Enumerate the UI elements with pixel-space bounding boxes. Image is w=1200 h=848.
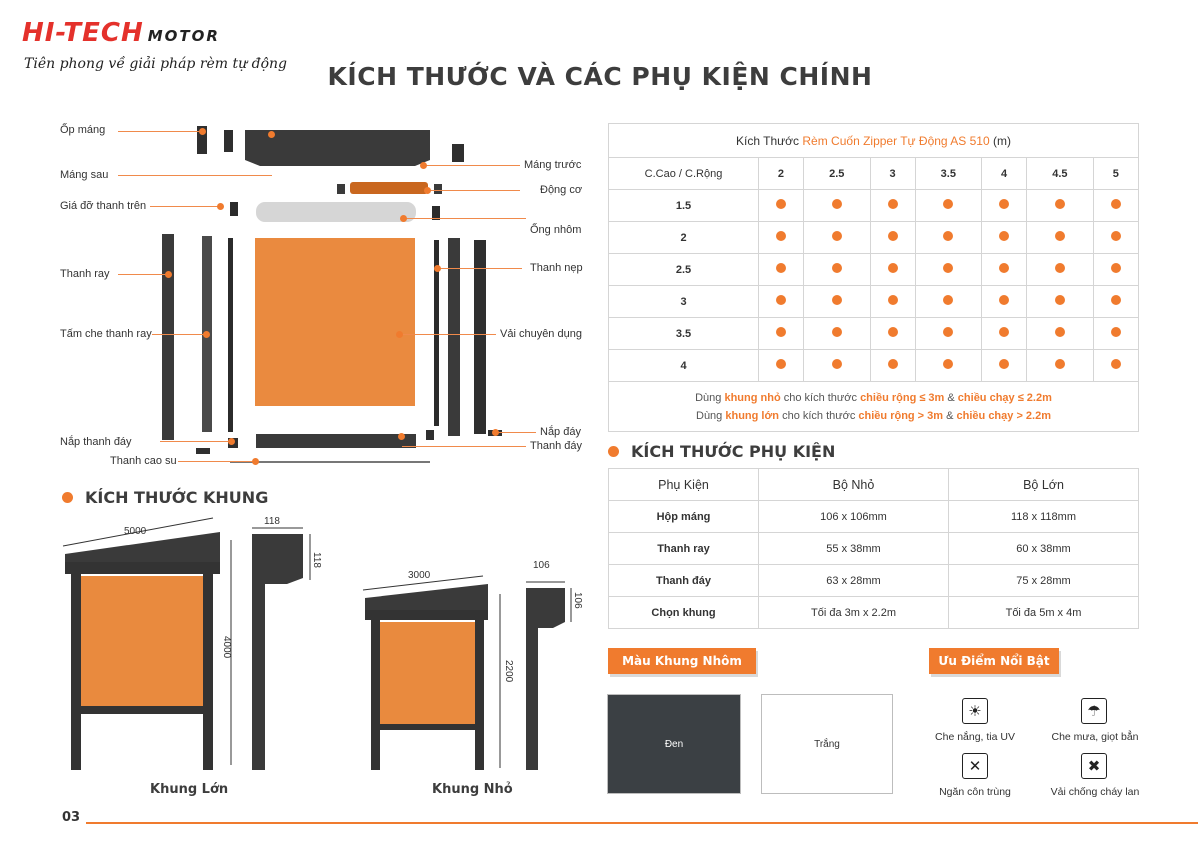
available-dot-icon [776, 327, 786, 337]
feature-rain: Che mưa, giọt bẳn [1051, 731, 1139, 743]
available-dot-icon [832, 263, 842, 273]
available-dot-icon [776, 263, 786, 273]
available-dot-icon [1055, 199, 1065, 209]
label-nap-thanh-day: Nắp thanh đáy [60, 436, 132, 448]
available-dot-icon [943, 295, 953, 305]
table-row: Chọn khung Tối đa 3m x 2.2m Tối đa 5m x 4m [609, 597, 1139, 629]
mosquito-icon: ✕ [962, 753, 988, 779]
label-tam-che: Tấm che thanh ray [60, 328, 152, 340]
available-dot-icon [888, 199, 898, 209]
available-dot-icon [888, 295, 898, 305]
label-op-mang: Ốp máng [60, 124, 106, 136]
frame-color-heading: Màu Khung Nhôm [608, 648, 756, 674]
label-nap-day: Nắp đáy [540, 426, 581, 438]
label-ong-nhom: Ống nhôm [530, 224, 582, 236]
size-table-title: Kích Thước Rèm Cuốn Zipper Tự Động AS 510 (m) [609, 124, 1139, 158]
table-row: 1.5 [609, 190, 1139, 222]
label-gia-do: Giá đỡ thanh trên [60, 200, 147, 212]
available-dot-icon [1055, 295, 1065, 305]
available-dot-icon [888, 327, 898, 337]
available-dot-icon [1111, 231, 1121, 241]
available-dot-icon [832, 295, 842, 305]
table-row: Hộp máng 106 x 106mm 118 x 118mm [609, 501, 1139, 533]
accessory-heading: KÍCH THƯỚC PHỤ KIỆN [608, 442, 835, 461]
available-dot-icon [1111, 263, 1121, 273]
available-dot-icon [1055, 231, 1065, 241]
available-dot-icon [999, 231, 1009, 241]
dim-large-height: 4000 [221, 636, 232, 659]
table-row: 2 [609, 222, 1139, 254]
sun-uv-icon: ☀ [962, 698, 988, 724]
available-dot-icon [999, 327, 1009, 337]
available-dot-icon [832, 359, 842, 369]
available-dot-icon [1111, 359, 1121, 369]
available-dot-icon [776, 295, 786, 305]
available-dot-icon [888, 231, 898, 241]
rain-drop-icon: ☂ [1081, 698, 1107, 724]
feature-uv: Che nắng, tia UV [935, 731, 1015, 743]
dim-small-width: 3000 [408, 570, 431, 581]
available-dot-icon [832, 327, 842, 337]
accessory-table [608, 468, 1139, 629]
dim-large-box-h: 118 [311, 552, 322, 568]
label-mang-sau: Máng sau [60, 169, 109, 181]
page-title: KÍCH THƯỚC VÀ CÁC PHỤ KIỆN CHÍNH [327, 62, 873, 91]
swatch-black[interactable]: Đen [607, 694, 741, 794]
available-dot-icon [943, 359, 953, 369]
label-thanh-day: Thanh đáy [530, 440, 582, 452]
available-dot-icon [776, 199, 786, 209]
available-dot-icon [1111, 199, 1121, 209]
caption-large-frame: Khung Lớn [150, 782, 229, 797]
available-dot-icon [776, 231, 786, 241]
available-dot-icon [1111, 295, 1121, 305]
dim-small-height: 2200 [503, 660, 514, 683]
heading-bullet-icon [62, 492, 73, 503]
fire-block-icon: ✖ [1081, 753, 1107, 779]
available-dot-icon [999, 295, 1009, 305]
label-dong-co: Động cơ [540, 184, 583, 196]
available-dot-icon [1055, 359, 1065, 369]
available-dot-icon [943, 199, 953, 209]
available-dot-icon [999, 359, 1009, 369]
available-dot-icon [776, 359, 786, 369]
accessory-table-header: Phụ Kiện Bộ Nhỏ Bộ Lớn [609, 469, 1139, 501]
label-thanh-ray: Thanh ray [60, 268, 110, 280]
available-dot-icon [832, 231, 842, 241]
table-row: 3 [609, 286, 1139, 318]
brand-tagline: Tiên phong về giải pháp rèm tự động [24, 56, 287, 72]
available-dot-icon [999, 263, 1009, 273]
available-dot-icon [943, 231, 953, 241]
frame-drawings [55, 510, 595, 780]
available-dot-icon [888, 359, 898, 369]
table-row: Thanh đáy 63 x 28mm 75 x 28mm [609, 565, 1139, 597]
table-row: Thanh ray 55 x 38mm 60 x 38mm [609, 533, 1139, 565]
available-dot-icon [832, 199, 842, 209]
dim-large-width: 5000 [124, 526, 147, 537]
label-mang-truoc: Máng trước [524, 159, 582, 171]
frame-size-heading: KÍCH THƯỚC KHUNG [62, 488, 268, 507]
size-table-note: Dùng khung nhỏ cho kích thước chiều rộng ≤ 3m & chiều chạy ≤ 2.2m Dùng khung lớn cho kích thước chiều rộng > 3m & chiều chạy > 2.2m [609, 382, 1139, 432]
label-thanh-nep: Thanh nẹp [530, 262, 583, 274]
feature-insect: Ngăn côn trùng [939, 786, 1011, 798]
footer-divider [86, 822, 1198, 824]
label-vai: Vải chuyên dụng [500, 328, 582, 340]
table-row: 4 [609, 350, 1139, 382]
caption-small-frame: Khung Nhỏ [432, 782, 513, 797]
available-dot-icon [1055, 263, 1065, 273]
table-row: 3.5 [609, 318, 1139, 350]
available-dot-icon [1111, 327, 1121, 337]
dim-small-box-w: 106 [533, 560, 550, 571]
available-dot-icon [943, 263, 953, 273]
page-number: 03 [62, 810, 81, 825]
dim-small-box-h: 106 [572, 592, 583, 609]
feature-fire: Vải chống cháy lan [1050, 786, 1140, 798]
swatch-white[interactable]: Trắng [761, 694, 893, 794]
label-thanh-cao-su: Thanh cao su [110, 455, 177, 467]
available-dot-icon [999, 199, 1009, 209]
table-row: 2.5 [609, 254, 1139, 286]
available-dot-icon [943, 327, 953, 337]
dim-large-box-w: 118 [264, 516, 280, 527]
available-dot-icon [888, 263, 898, 273]
brand-logo: HI-TECH MOTOR [22, 18, 220, 48]
available-dot-icon [1055, 327, 1065, 337]
heading-bullet-icon [608, 446, 619, 457]
size-table [608, 123, 1139, 432]
features-heading: Ưu Điểm Nổi Bật [929, 648, 1059, 674]
size-table-header: C.Cao / C.Rộng 2 2.5 3 3.5 4 4.5 5 [609, 158, 1139, 190]
